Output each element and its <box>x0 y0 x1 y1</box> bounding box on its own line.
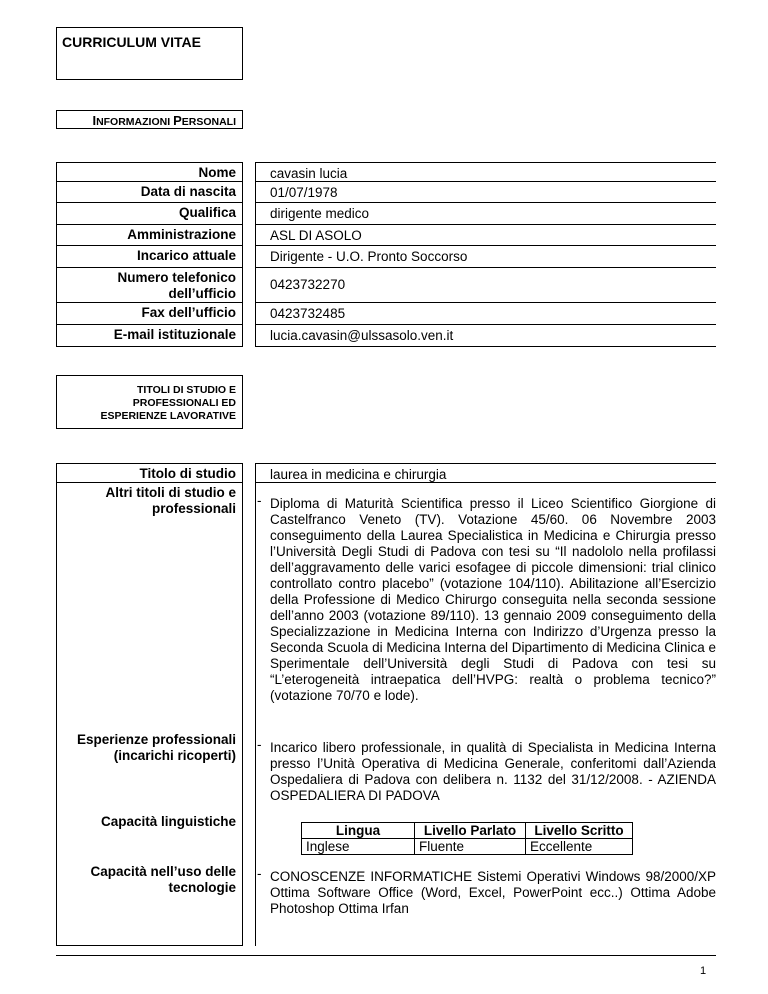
footer-rule <box>56 955 716 956</box>
label-lingue: Capacità linguistiche <box>56 812 243 862</box>
header-parlato: Livello Parlato <box>415 823 526 839</box>
label-titolo-studio: Titolo di studio <box>56 463 243 483</box>
value-tecnologie: CONOSCENZE INFORMATICHE Sistemi Operativi Windows 98/2000/XP Ottima Software Office (Word, Excel, PowerPoint ecc..) Ottima Adobe Photoshop Ottima Irfan <box>270 869 716 916</box>
label-qualifica: Qualifica <box>56 202 243 225</box>
label-fax: Fax dell’ufficio <box>56 302 243 325</box>
label-esperienze: Esperienze professionali (incarichi ricoperti) <box>56 730 243 812</box>
value-titolo-studio: laurea in medicina e chirurgia <box>255 463 716 483</box>
label-tecnologie: Capacità nell’uso delle tecnologie <box>56 862 243 946</box>
table-row <box>302 839 633 855</box>
value-fax: 0423732485 <box>255 302 716 325</box>
table-header-row <box>302 823 633 839</box>
value-qualifica: dirigente medico <box>255 202 716 225</box>
value-nome: cavasin lucia <box>255 162 716 182</box>
cell-parlato: Fluente <box>415 839 526 855</box>
bullet-dash: - <box>257 493 262 508</box>
value-data-nascita: 01/07/1978 <box>255 181 716 203</box>
value-incarico: Dirigente - U.O. Pronto Soccorso <box>255 245 716 268</box>
bullet-dash: - <box>257 866 262 881</box>
value-email[interactable]: lucia.cavasin@ulssasolo.ven.it <box>255 324 716 347</box>
language-table <box>301 822 633 855</box>
label-email: E-mail istituzionale <box>56 324 243 347</box>
label-telefono: Numero telefonico dell’ufficio <box>56 267 243 303</box>
label-data-nascita: Data di nascita <box>56 181 243 203</box>
page-title: CURRICULUM VITAE <box>62 34 201 50</box>
value-telefono: 0423732270 <box>255 267 716 303</box>
label-altri-titoli: Altri titoli di studio e professionali <box>56 482 243 730</box>
value-altri-titoli: Diploma di Maturità Scientifica presso il Liceo Scientifico Giorgione di Castelfranco Veneto (TV). Votazione 45/60. 06 Novembre 2003 conseguimento della Laurea Specialistica in Medicina e Chirurgia presso l’Università Degli Studi di Padova con tesi su “Il nadololo nella profilassi dell’aggravamento delle varici esofagee di piccole dimensioni: trial clinico controllato contro placebo” (votazione 104/110). Abilitazione all’Esercizio della Professione di Medico Chirurgo conseguita nella seconda sessione dell’anno 2003 (votazione 89/110). 13 gennaio 2009 conseguimento della Specializzazione in Medicina Interna con Indirizzo d’Urgenza presso la Seconda Scuola di Medicina Interna del Dipartimento di Medicina Clinica e Sperimentale dell’Università degli Studi di Padova con tesi su “L’eterogeneità intraepatica dell’HVPG: realtà o problema tecnico?” (votazione 70/70 e lode). <box>270 496 716 703</box>
page-number: 1 <box>700 965 707 977</box>
cell-scritto: Eccellente <box>526 839 633 855</box>
cv-title-box <box>56 27 243 80</box>
header-scritto: Livello Scritto <box>526 823 633 839</box>
value-esperienze: Incarico libero professionale, in qualità di Specialista in Medicina Interna presso l’Unità Operativa di Medicina Generale, conferitomi dall’Azienda Ospedaliera di Padova con delibera n. 1132 del 31/12/2008. - AZIENDA OSPEDALIERA DI PADOVA <box>270 740 716 803</box>
label-amministrazione: Amministrazione <box>56 224 243 246</box>
cell-lingua: Inglese <box>302 839 415 855</box>
bullet-dash: - <box>257 737 262 752</box>
section-personal-info: INFORMAZIONI PERSONALI <box>56 110 243 129</box>
header-lingua: Lingua <box>302 823 415 839</box>
label-nome: Nome <box>56 162 243 182</box>
label-incarico: Incarico attuale <box>56 245 243 268</box>
value-amministrazione: ASL DI ASOLO <box>255 224 716 246</box>
section-studies: TITOLI DI STUDIO E PROFESSIONALI ED ESPERIENZE LAVORATIVE <box>56 375 243 429</box>
